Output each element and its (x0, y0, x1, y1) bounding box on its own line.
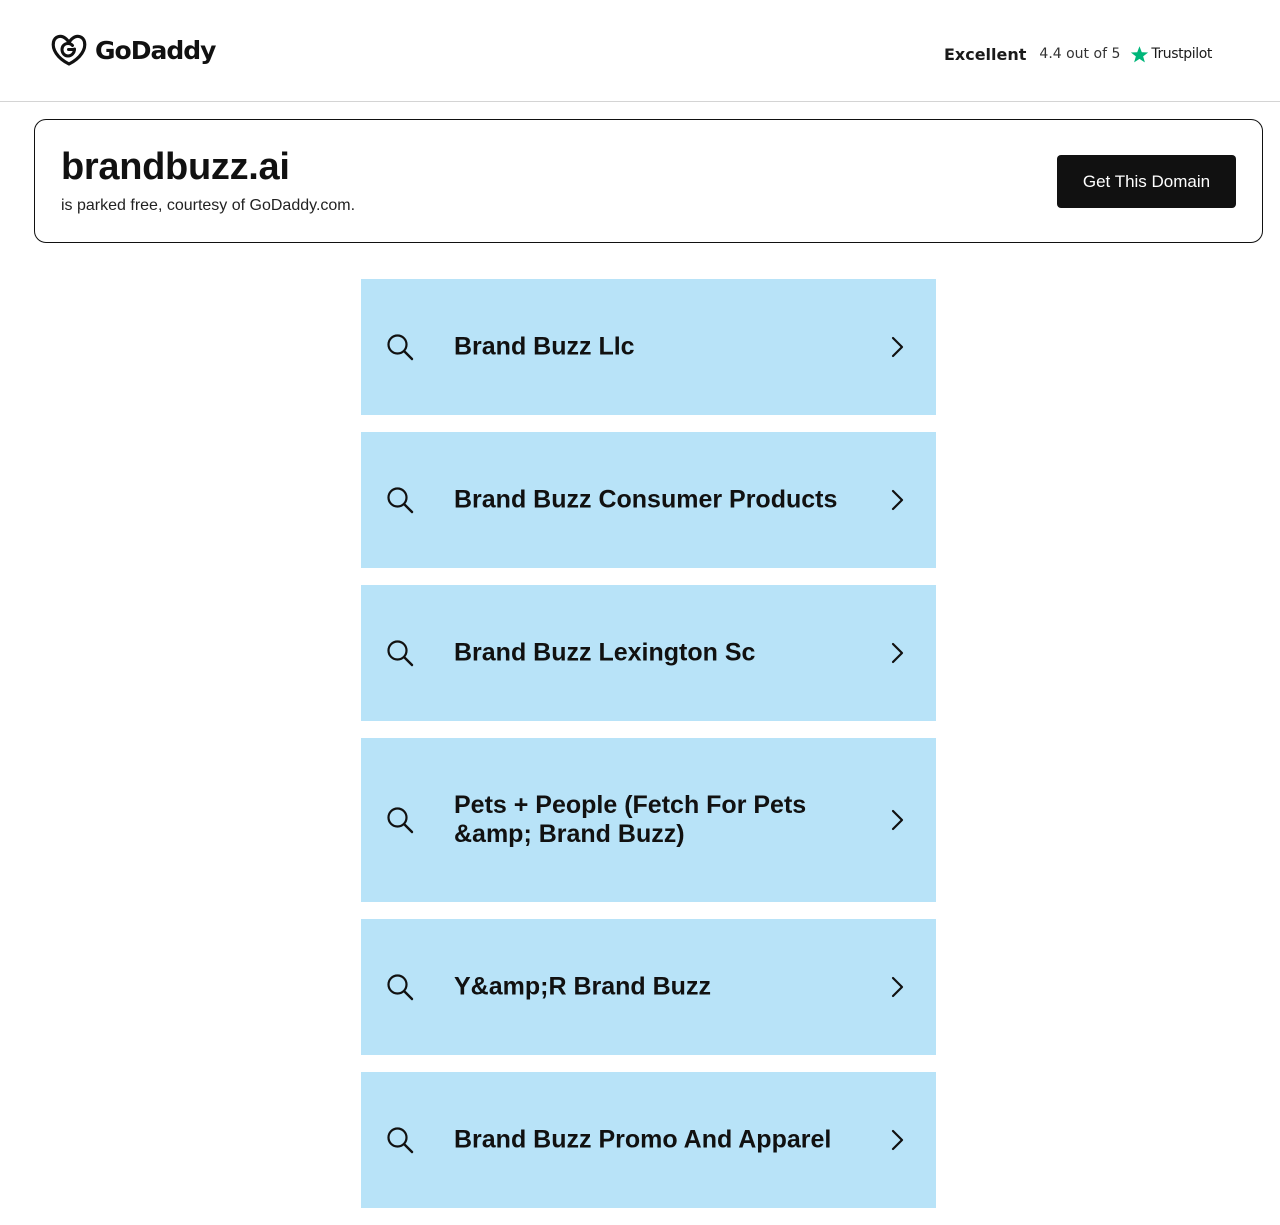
domain-card (34, 119, 1263, 243)
chevron-right-icon (888, 641, 906, 665)
search-icon (386, 639, 414, 667)
domain-subtitle: is parked free, courtesy of GoDaddy.com. (61, 197, 356, 214)
related-link-label: Brand Buzz Llc (454, 332, 635, 361)
godaddy-logo-icon (50, 33, 88, 67)
chevron-right-icon (888, 335, 906, 359)
site-header (0, 0, 1280, 102)
search-icon (386, 806, 414, 834)
trustpilot-rating[interactable] (944, 42, 1212, 66)
trustpilot-brand: Trustpilot (1151, 46, 1212, 62)
related-link-item[interactable] (361, 738, 936, 902)
logo-text: GoDaddy (95, 35, 216, 65)
search-icon (386, 1126, 414, 1154)
search-icon (386, 973, 414, 1001)
related-link-item[interactable] (361, 585, 936, 721)
get-this-domain-button[interactable]: Get This Domain (1057, 155, 1236, 208)
related-links-list (361, 279, 936, 1225)
related-link-item[interactable] (361, 919, 936, 1055)
chevron-right-icon (888, 808, 906, 832)
related-link-item[interactable] (361, 432, 936, 568)
trustpilot-rating-word: Excellent (943, 44, 1027, 64)
search-icon (386, 333, 414, 361)
godaddy-logo[interactable] (50, 32, 215, 68)
star-icon (1130, 45, 1149, 64)
related-link-label: Brand Buzz Lexington Sc (454, 638, 756, 667)
chevron-right-icon (888, 975, 906, 999)
chevron-right-icon (888, 1128, 906, 1152)
trustpilot-score: 4.4 out of 5 (1039, 46, 1121, 62)
related-link-label: Pets + People (Fetch For Pets &amp; Brand Buzz) (454, 791, 807, 848)
related-link-item[interactable] (361, 1072, 936, 1208)
related-link-label: Y&amp;R Brand Buzz (454, 972, 711, 1001)
related-link-label: Brand Buzz Promo And Apparel (454, 1125, 832, 1154)
related-link-label: Brand Buzz Consumer Products (454, 485, 838, 514)
chevron-right-icon (888, 488, 906, 512)
search-icon (386, 486, 414, 514)
domain-name: brandbuzz.ai (61, 146, 290, 188)
related-link-item[interactable] (361, 279, 936, 415)
